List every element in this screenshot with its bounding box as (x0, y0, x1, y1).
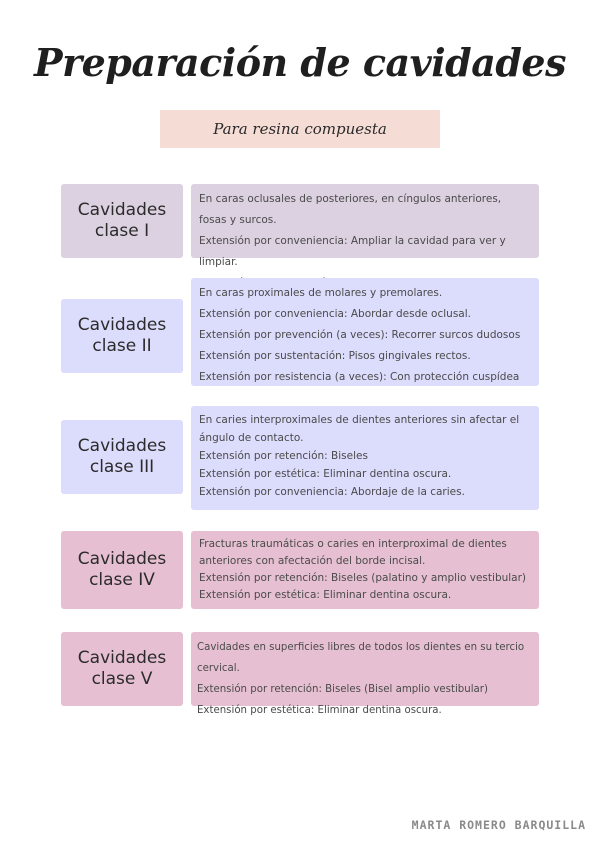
label-line: Cavidades (77, 200, 167, 220)
description-line: En caries interproximales de dientes anteriores sin afectar el ángulo de contacto. (199, 414, 520, 444)
label-line: clase I (94, 221, 150, 241)
section-description-clase-v (191, 632, 539, 716)
description-line: Extensión por sustentación: Pisos gingivales rectos. (199, 350, 471, 362)
description-line: Extensión por retención: Biseles (Bisel amplio vestibular) (197, 684, 488, 695)
label-line: Cavidades (77, 315, 167, 335)
description-line: Extensión por conveniencia: Abordar desde oclusal. (199, 308, 471, 320)
label-line: Cavidades (77, 436, 167, 456)
description-line: Extensión por estética: Eliminar dentina oscura. (199, 468, 452, 480)
author-footer: MARTA ROMERO BARQUILLA (411, 818, 586, 832)
description-line: Extensión por conveniencia: Abordaje de la caries. (199, 486, 465, 498)
label-line: clase II (92, 336, 152, 356)
description-line: En caras oclusales de posteriores, en cíngulos anteriores, fosas y surcos. (199, 193, 502, 226)
label-line: clase V (91, 669, 153, 689)
section-description-clase-i (191, 184, 539, 268)
section-description-clase-ii (191, 278, 539, 386)
section-label-clase-v (61, 632, 183, 706)
label-line: clase IV (89, 570, 155, 590)
section-label-clase-iv (61, 531, 183, 609)
description-line: Extensión por conveniencia: Ampliar la cavidad para ver y limpiar. (199, 235, 506, 268)
description-line: Extensión por prevención (a veces): Recorrer surcos dudosos (199, 329, 521, 341)
description-line: Cavidades en superficies libres de todos los dientes en su tercio cervical. (197, 642, 525, 674)
label-line: clase III (89, 457, 155, 477)
label-line: Cavidades (77, 549, 167, 569)
description-line: Extensión por retención: Biseles (palatino y amplio vestibular) (199, 572, 527, 584)
section-description-clase-iii (191, 406, 539, 510)
description-line: Extensión por estética: Eliminar dentina oscura. (197, 705, 442, 716)
description-line: Extensión por resistencia (a veces): Con protección cuspídea (199, 371, 520, 383)
page-title: Preparación de cavidades (34, 40, 566, 85)
description-line: Extensión por retención: Biseles (199, 450, 368, 462)
description-line: En caras proximales de molares y premolares. (199, 287, 443, 299)
section-label-clase-iii (61, 420, 183, 494)
label-line: Cavidades (77, 648, 167, 668)
page-subtitle: Para resina compuesta (160, 110, 440, 148)
section-label-clase-ii (61, 299, 183, 373)
section-description-clase-iv (191, 531, 539, 609)
description-line: Extensión por estética: Eliminar dentina oscura. (199, 589, 452, 601)
section-label-clase-i (61, 184, 183, 258)
description-line: Fracturas traumáticas o caries en interproximal de dientes anteriores con afectación del borde incisal. (199, 538, 507, 567)
